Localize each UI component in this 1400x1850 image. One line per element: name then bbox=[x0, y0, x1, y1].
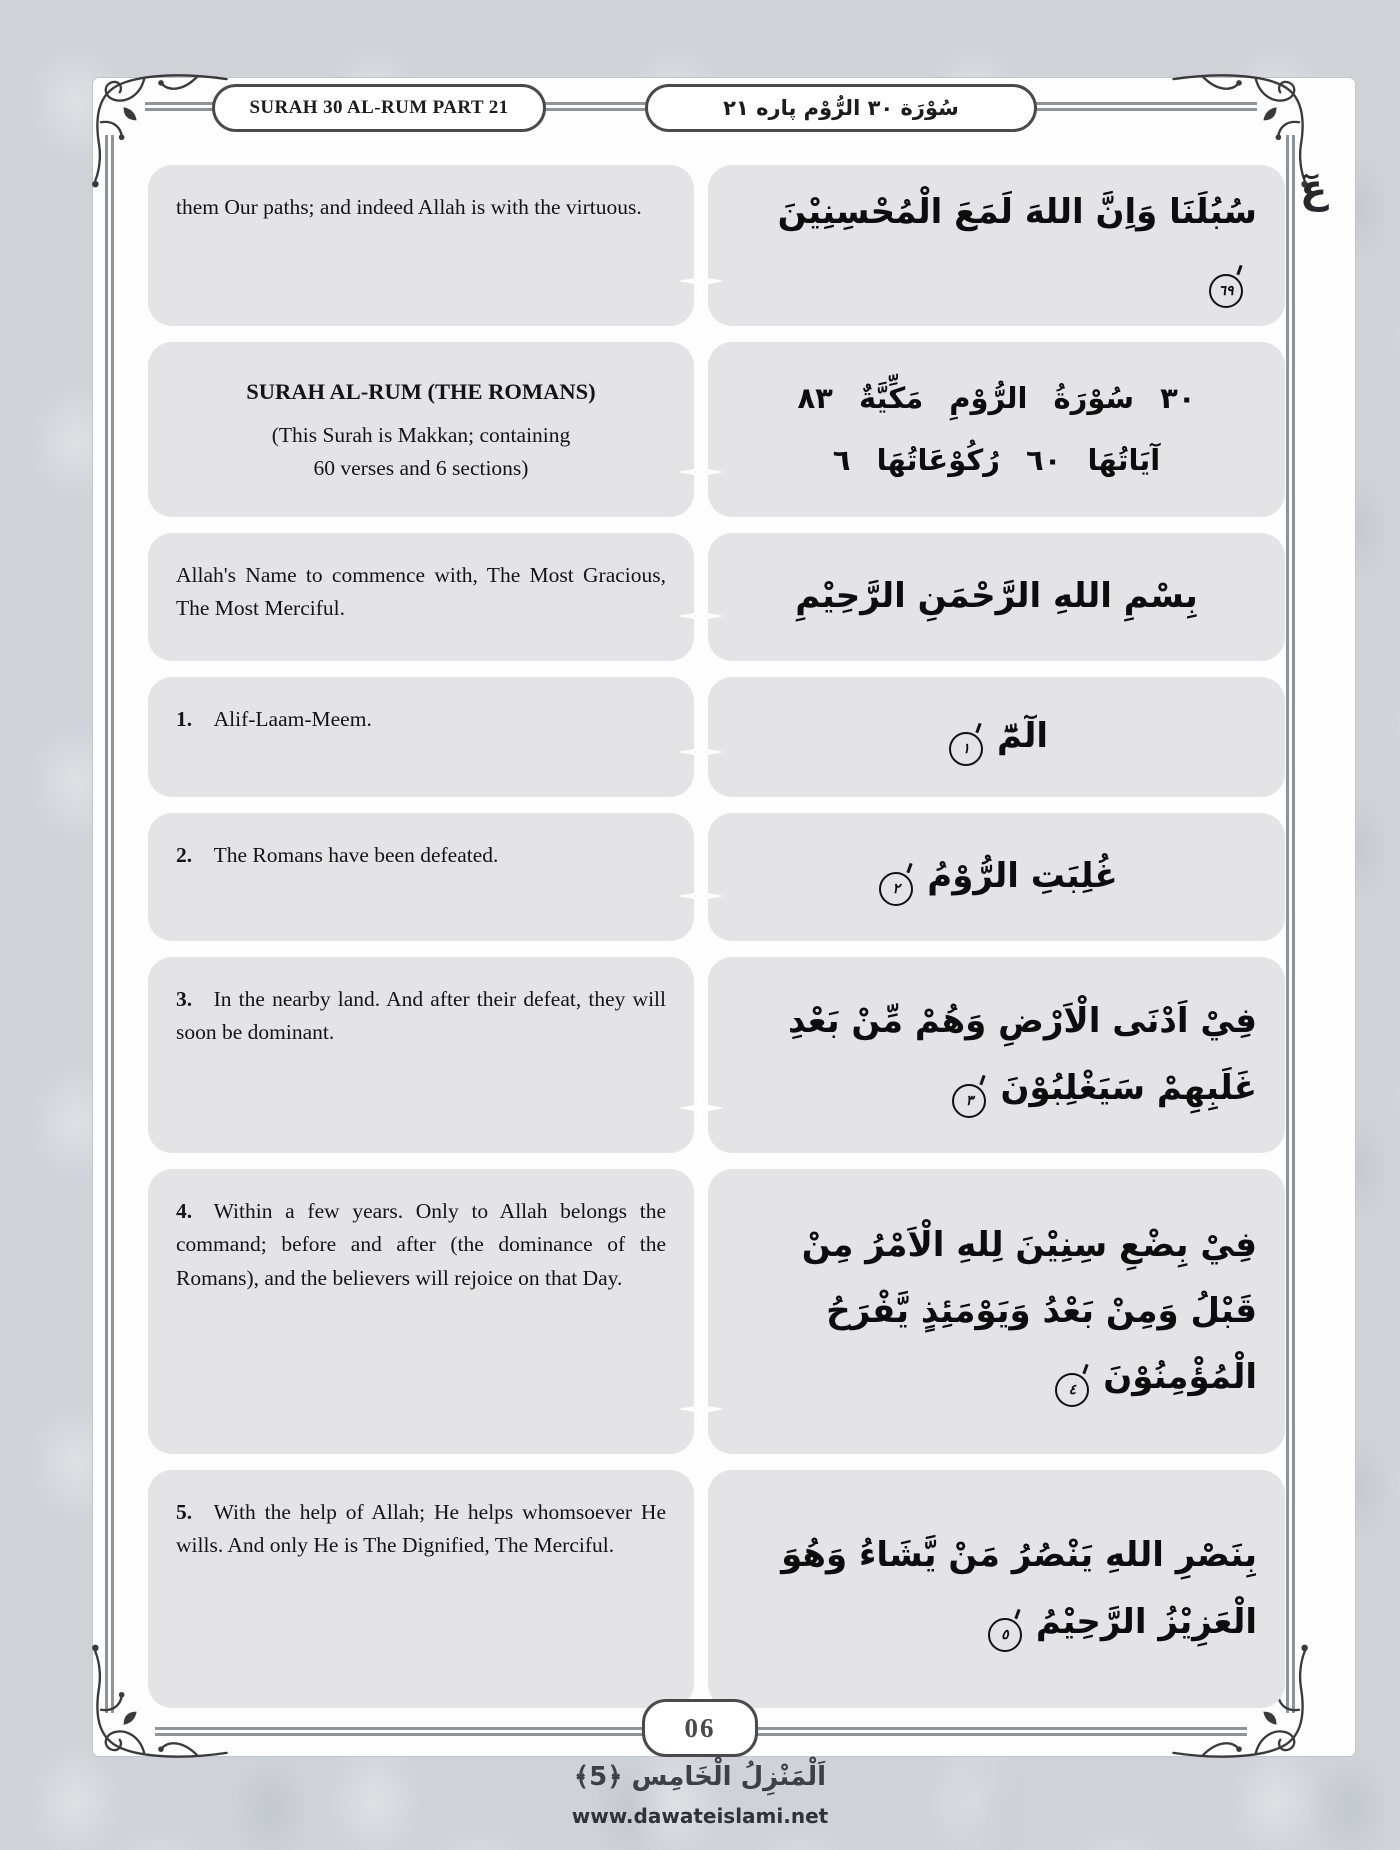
verse-row bbox=[148, 813, 1285, 941]
header-title-english bbox=[212, 84, 546, 132]
header-title-arabic-label: سُوْرَة ٣٠ الرُّوْم پاره ٢١ bbox=[723, 96, 959, 120]
translation-text: With the help of Allah; He helps whomsoever He wills. And only He is The Dignified, The Merciful. bbox=[176, 1499, 666, 1558]
translation-text: In the nearby land. And after their defeat, they will soon be dominant. bbox=[176, 986, 666, 1045]
ayah-marker: ٢ bbox=[879, 872, 913, 906]
arabic-cell bbox=[708, 1169, 1285, 1454]
website-link[interactable]: www.dawateislami.net bbox=[571, 1804, 829, 1828]
ayah-marker: ٤ bbox=[1055, 1373, 1089, 1407]
frame-left-line bbox=[105, 135, 114, 1713]
translation-cell bbox=[148, 813, 694, 941]
arabic-cell bbox=[708, 165, 1285, 326]
translation-text: Allah's Name to commence with, The Most Gracious, The Most Merciful. bbox=[176, 562, 666, 621]
bismillah-row bbox=[148, 533, 1285, 661]
arabic-text: سُبُلَنَا وَاِنَّ اللهَ لَمَعَ الْمُحْسِنِيْنَ ٦٩ bbox=[736, 179, 1257, 312]
translation-cell bbox=[148, 533, 694, 661]
arabic-text: غُلِبَتِ الرُّوْمُ ٢ bbox=[736, 843, 1257, 909]
page-number: 06 bbox=[684, 1712, 716, 1743]
ayah-marker: ١ bbox=[949, 732, 983, 766]
arabic-text: بِنَصْرِ اللهِ يَنْصُرُ مَنْ يَّشَاءُ وَهُوَ الْعَزِيْزُ الرَّحِيْمُ ٥ bbox=[736, 1522, 1257, 1655]
ayah-marker: ٦٩ bbox=[1209, 274, 1243, 308]
translation-cell bbox=[148, 165, 694, 326]
manzil-label: اَلْمَنْزِلُ الْخَامِس ﴿5﴾ bbox=[573, 1762, 827, 1792]
translation-cell bbox=[148, 677, 694, 797]
surah-header-arabic-cell bbox=[708, 342, 1285, 517]
verse-grid bbox=[148, 165, 1285, 1708]
arabic-text: فِيْ بِضْعِ سِنِيْنَ لِلهِ الْاَمْرُ مِنْ قَبْلُ وَمِنْ بَعْدُ وَيَوْمَئِذٍ يَّفْرَحُ الْمُؤْمِنُوْنَ ٤ bbox=[736, 1212, 1257, 1411]
surah-title: SURAH AL-RUM (THE ROMANS) bbox=[246, 378, 596, 404]
arabic-text: الٓمّٓ ١ bbox=[736, 703, 1257, 769]
translation-cell bbox=[148, 1470, 694, 1708]
ruku-ain-marker: عٓ bbox=[1300, 166, 1328, 212]
translation-text: them Our paths; and indeed Allah is with the virtuous. bbox=[176, 195, 642, 219]
verse-number: 5. bbox=[176, 1499, 193, 1524]
translation-text: The Romans have been defeated. bbox=[213, 842, 499, 867]
verse-row bbox=[148, 957, 1285, 1153]
surah-subtitle-line: 60 verses and 6 sections) bbox=[313, 456, 529, 481]
verse-row bbox=[148, 677, 1285, 797]
verse-row bbox=[148, 1470, 1285, 1708]
arabic-cell bbox=[708, 533, 1285, 661]
verse-number: 1. bbox=[176, 706, 193, 731]
verse-number: 3. bbox=[176, 986, 193, 1011]
page-number-badge bbox=[642, 1699, 758, 1757]
arabic-cell bbox=[708, 1470, 1285, 1708]
header-title-arabic bbox=[645, 84, 1037, 132]
surah-subtitle-line: (This Surah is Makkan; containing bbox=[271, 422, 571, 447]
translation-text: Within a few years. Only to Allah belongs the command; before and after (the dominance of the Romans), and the believers will rejoice on that Day. bbox=[176, 1198, 666, 1290]
translation-text: Alif-Laam-Meem. bbox=[213, 706, 372, 731]
ayah-marker: ٥ bbox=[988, 1618, 1022, 1652]
verse-row bbox=[148, 165, 1285, 326]
surah-title-cell bbox=[148, 342, 694, 517]
verse-number: 4. bbox=[176, 1198, 193, 1223]
header-title-english-label: SURAH 30 AL-RUM PART 21 bbox=[249, 97, 509, 118]
ayah-marker: ٣ bbox=[952, 1084, 986, 1118]
translation-cell bbox=[148, 1169, 694, 1454]
verse-number: 2. bbox=[176, 842, 193, 867]
arabic-cell bbox=[708, 677, 1285, 797]
arabic-cell bbox=[708, 813, 1285, 941]
translation-cell bbox=[148, 957, 694, 1153]
arabic-text: بِسْمِ اللهِ الرَّحْمَنِ الرَّحِيْمِ bbox=[795, 576, 1198, 617]
verse-row bbox=[148, 1169, 1285, 1454]
frame-right-line bbox=[1286, 135, 1295, 1713]
arabic-cell bbox=[708, 957, 1285, 1153]
arabic-text: فِيْ اَدْنَى الْاَرْضِ وَهُمْ مِّنْ بَعْدِ غَلَبِهِمْ سَيَغْلِبُوْنَ ٣ bbox=[736, 988, 1257, 1121]
arabic-text: ٣٠ سُوْرَةُ الرُّوْمِ مَكِّيَّةٌ ٨٣ آيَاتُهَا ٦٠ رُكُوْعَاتُهَا ٦ bbox=[797, 380, 1196, 478]
surah-header-row bbox=[148, 342, 1285, 517]
